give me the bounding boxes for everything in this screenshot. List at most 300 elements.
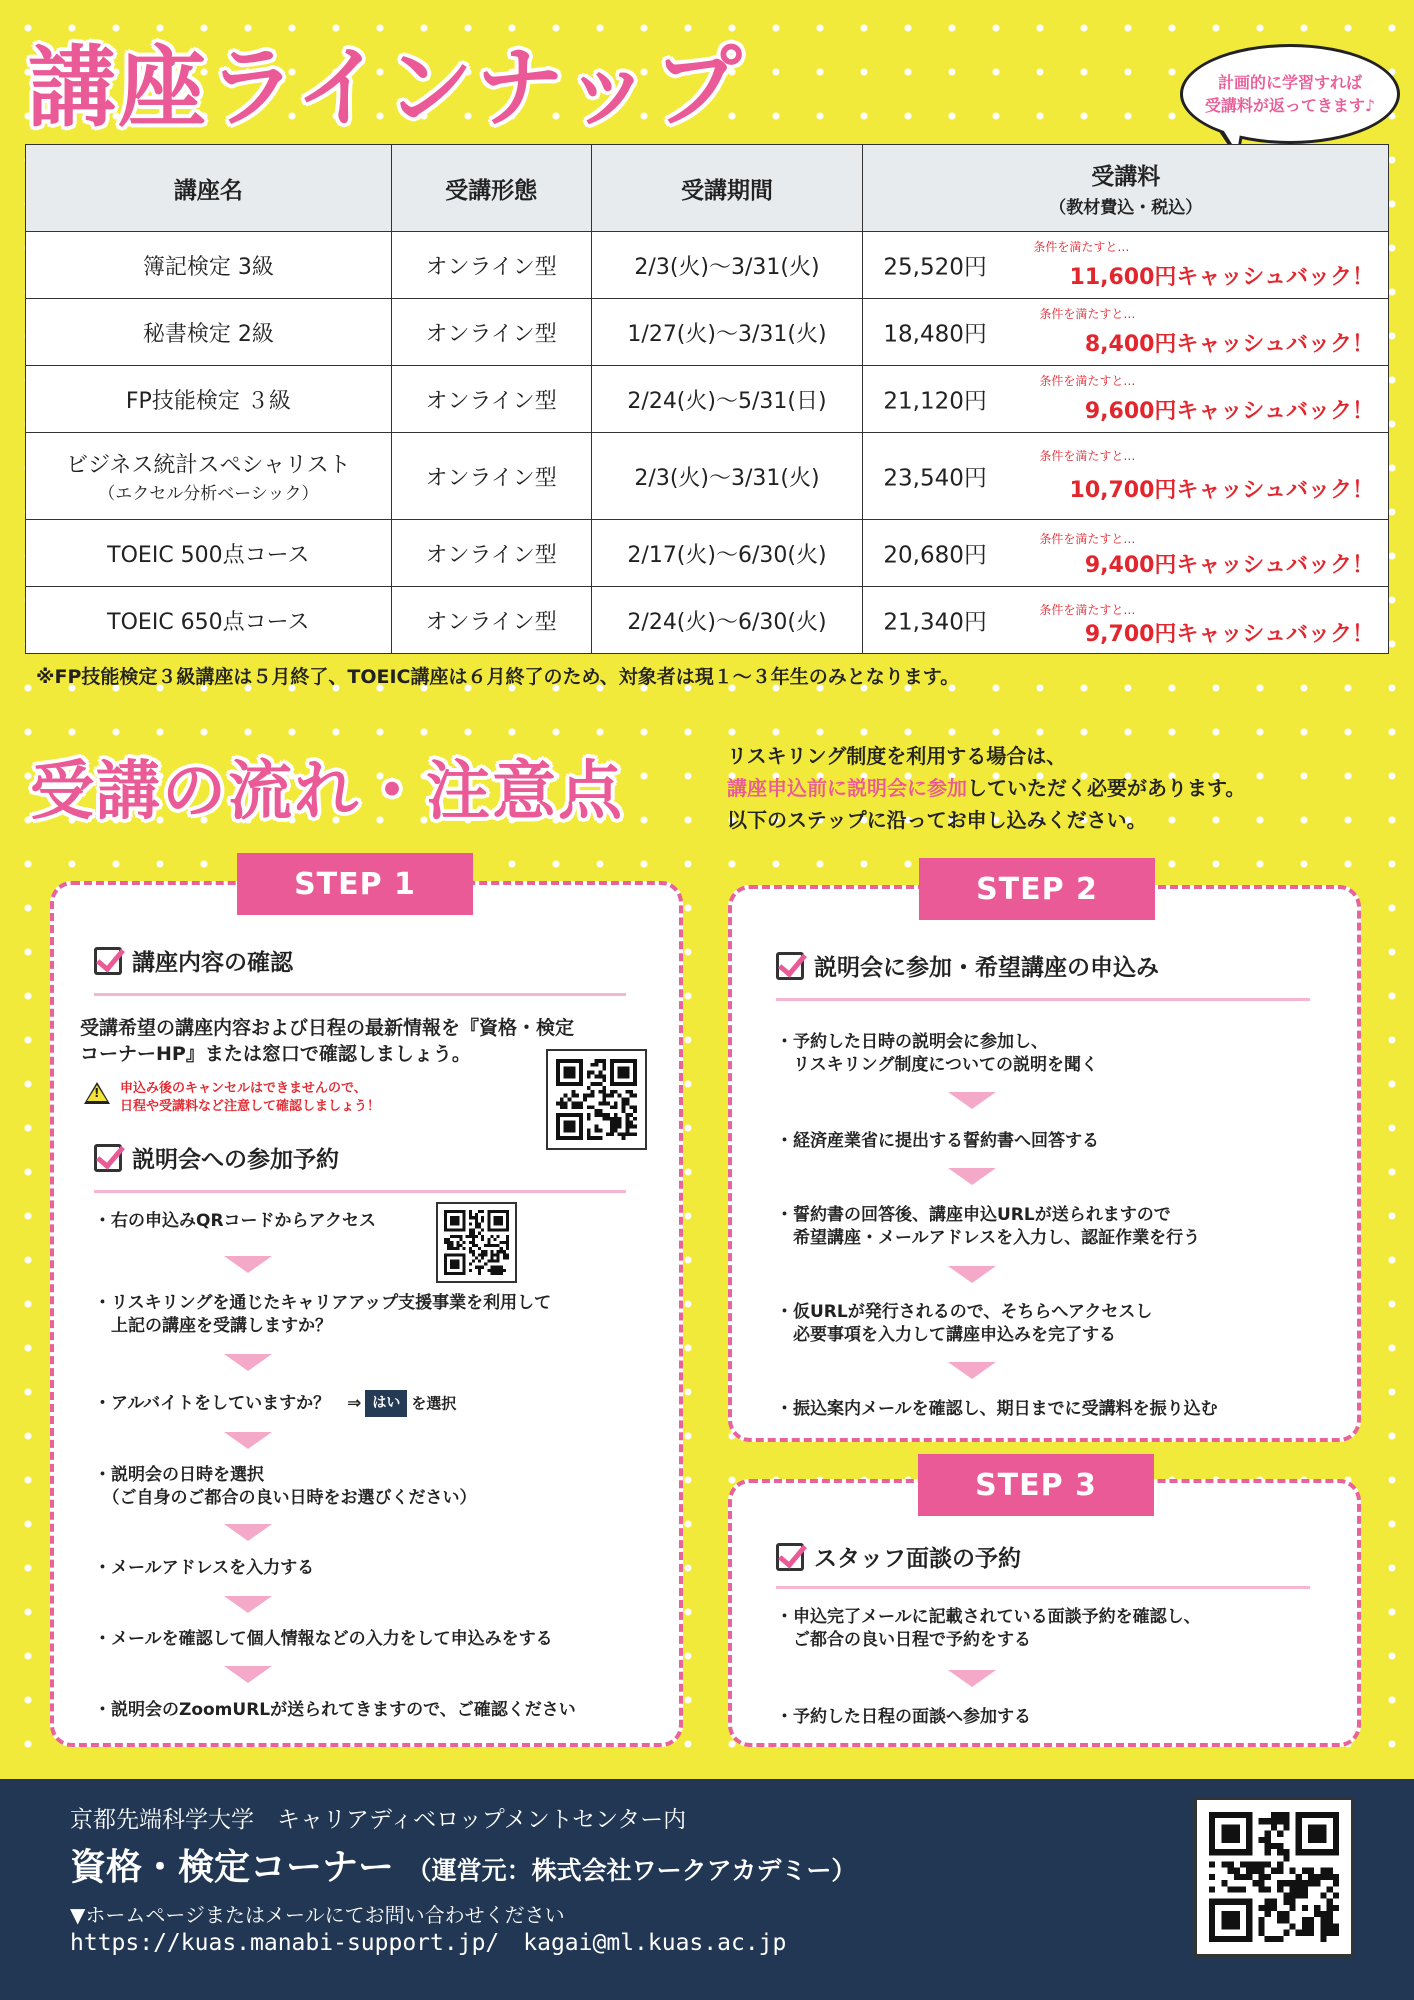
qr-module [506, 1235, 509, 1238]
qr-module [587, 1105, 591, 1109]
step1-sec2-title: 説明会への参加予約 [132, 1147, 339, 1173]
qr-module [1271, 1936, 1277, 1942]
body-line-1: 受講希望の講座内容および日程の最新情報を『資格・検定 [80, 1017, 575, 1039]
qr-module [497, 1235, 500, 1238]
qr-module [1283, 1899, 1289, 1905]
qr-module [610, 1121, 614, 1125]
qr-module [1277, 1818, 1283, 1824]
qr-module [497, 1244, 500, 1247]
footer-url[interactable]: https://kuas.manabi-support.jp/ [70, 1930, 500, 1956]
qr-module [622, 1101, 626, 1105]
qr-module [472, 1244, 475, 1247]
qr-module [568, 1098, 572, 1102]
item-line: 必要事項を入力して講座申込みを完了する [776, 1325, 1116, 1345]
course-name: TOEIC 650点コース [26, 587, 392, 654]
intro-line-1: リスキリング制度を利用する場合は、 [727, 744, 1067, 768]
qr-module [598, 1109, 602, 1113]
qr-module [453, 1235, 456, 1238]
down-arrow [224, 1432, 272, 1449]
qr-module [453, 1247, 456, 1250]
qr-module [1265, 1849, 1271, 1855]
cashback-amount: 9,400円キャッシュバック！ [1084, 553, 1374, 578]
qr-module [1265, 1886, 1271, 1892]
qr-code-apply[interactable] [436, 1202, 517, 1283]
qr-module [614, 1125, 618, 1129]
header-fee [863, 145, 1389, 232]
qr-module [487, 1241, 490, 1244]
qr-module [484, 1250, 487, 1253]
step1-sec1-heading [94, 944, 293, 977]
table-header-row [26, 145, 1389, 232]
qr-module [503, 1256, 506, 1259]
qr-module [469, 1213, 472, 1216]
table-row [26, 299, 1389, 366]
qr-module [622, 1105, 626, 1109]
qr-module [614, 1117, 618, 1121]
item-line: ・仮URLが発行されるので、そちらへアクセスし [776, 1302, 1153, 1322]
down-arrow [948, 1362, 996, 1379]
qr-module [614, 1101, 618, 1105]
qr-module [1252, 1868, 1258, 1874]
qr-module [456, 1244, 459, 1247]
qr-module [618, 1125, 622, 1129]
qr-module [1277, 1843, 1283, 1849]
qr-module [614, 1128, 618, 1132]
qr-module [598, 1090, 602, 1094]
qr-module [494, 1244, 497, 1247]
qr-module [625, 1121, 629, 1125]
qr-module [560, 1098, 564, 1102]
qr-module [1308, 1930, 1314, 1936]
qr-module [475, 1213, 478, 1216]
qr-module [456, 1235, 459, 1238]
qr-module [1296, 1930, 1302, 1936]
qr-module [1221, 1862, 1227, 1868]
qr-module [625, 1098, 629, 1102]
qr-module [506, 1247, 509, 1250]
qr-module [1265, 1862, 1271, 1868]
item-line: ・説明会の日時を選択 [94, 1465, 264, 1485]
qr-module [1283, 1824, 1289, 1830]
qr-module [1320, 1917, 1326, 1923]
qr-module [1271, 1843, 1277, 1849]
qr-module [469, 1250, 472, 1253]
qr-module [1240, 1886, 1246, 1892]
qr-module [556, 1101, 560, 1105]
qr-module [1221, 1880, 1227, 1886]
cashback-condition: 条件を満たすと… [1039, 603, 1136, 617]
qr-module [1240, 1874, 1246, 1880]
step2-item [776, 1130, 1099, 1153]
qr-module [497, 1272, 500, 1275]
warning-line-2: 日程や受講料など注意して確認しましょう！ [120, 1099, 381, 1114]
qr-code-site[interactable] [546, 1049, 647, 1150]
item-line: （ご自身のご都合の良い日時をお選びください） [94, 1488, 477, 1508]
qr-module [1265, 1936, 1271, 1942]
course-fee [863, 299, 1389, 366]
qr-module [1228, 1868, 1234, 1874]
down-arrow [224, 1666, 272, 1683]
qr-module [447, 1241, 450, 1244]
qr-module [606, 1132, 610, 1136]
down-arrow [948, 1670, 996, 1687]
qr-module [463, 1241, 466, 1244]
qr-module [587, 1128, 591, 1132]
qr-module [1283, 1880, 1289, 1886]
qr-module [497, 1266, 500, 1269]
qr-module [487, 1260, 490, 1263]
yes-chip: はい [365, 1390, 407, 1417]
qr-module [469, 1216, 472, 1219]
qr-module [469, 1247, 472, 1250]
qr-module [1289, 1905, 1295, 1911]
qr-module [625, 1090, 629, 1094]
cashback-condition: 条件を満たすと… [1039, 307, 1136, 321]
qr-module [459, 1238, 462, 1241]
check-icon [776, 952, 804, 980]
qr-module [1314, 1905, 1320, 1911]
qr-module [575, 1101, 579, 1105]
qr-module [622, 1136, 626, 1140]
qr-module [1327, 1905, 1333, 1911]
course-period: 2/24(火)〜6/30(火) [591, 587, 863, 654]
qr-module [472, 1253, 475, 1256]
qr-finder [450, 1260, 459, 1269]
header-fee-label: 受講料 [1091, 164, 1161, 190]
divider [94, 993, 626, 996]
qr-module [571, 1094, 575, 1098]
qr-module [1308, 1917, 1314, 1923]
qr-module [472, 1241, 475, 1244]
qr-module [1283, 1892, 1289, 1898]
qr-module [1265, 1911, 1271, 1917]
qr-module [1320, 1923, 1326, 1929]
item-line: ・振込案内メールを確認し、期日までに受講料を振り込む [776, 1399, 1218, 1419]
step2-item [776, 1204, 1200, 1250]
item-line: 上記の講座を受講しますか？ [94, 1316, 332, 1336]
qr-module [602, 1086, 606, 1090]
header-period: 受講期間 [591, 145, 863, 232]
qr-module [606, 1113, 610, 1117]
intro-line-3: 以下のステップに沿ってお申し込みください。 [727, 808, 1147, 832]
qr-module [633, 1109, 637, 1113]
qr-module [1259, 1837, 1265, 1843]
qr-module [564, 1101, 568, 1105]
qr-module [481, 1235, 484, 1238]
course-name: 秘書検定 2級 [26, 299, 392, 366]
qr-module [625, 1101, 629, 1105]
down-arrow [948, 1092, 996, 1109]
qr-module [481, 1210, 484, 1213]
course-name: TOEIC 500点コース [26, 520, 392, 587]
qr-module [503, 1241, 506, 1244]
qr-module [1296, 1886, 1302, 1892]
qr-module [500, 1266, 503, 1269]
course-format: オンライン型 [391, 587, 591, 654]
qr-module [456, 1241, 459, 1244]
qr-module [610, 1117, 614, 1121]
qr-module [1333, 1880, 1339, 1886]
footer-email[interactable]: kagai@ml.kuas.ac.jp [523, 1930, 787, 1956]
step1-item [94, 1390, 456, 1417]
course-name-main: ビジネス統計スペシャリスト [66, 453, 351, 478]
qr-finder [1308, 1824, 1327, 1843]
cashback-amount: 10,700円キャッシュバック！ [1069, 478, 1374, 503]
eligibility-note: ※FP技能検定３級講座は５月終了、TOEIC講座は６月終了のため、対象者は現１〜３年生のみとなります。 [36, 666, 960, 688]
qr-module [591, 1090, 595, 1094]
qr-module [598, 1071, 602, 1075]
speech-bubble [1180, 44, 1400, 144]
qr-module [633, 1105, 637, 1109]
qr-module [1234, 1868, 1240, 1874]
item-line: ・右の申込みQRコードからアクセス [94, 1211, 377, 1231]
qr-module [494, 1266, 497, 1269]
step2-item [776, 1031, 1098, 1077]
qr-module [564, 1105, 568, 1109]
qr-module [1259, 1923, 1265, 1929]
qr-module [1265, 1899, 1271, 1905]
course-table [25, 144, 1389, 654]
qr-module [475, 1219, 478, 1222]
qr-module [1314, 1911, 1320, 1917]
qr-module [497, 1253, 500, 1256]
qr-module [1308, 1868, 1314, 1874]
course-period: 1/27(火)〜3/31(火) [591, 299, 863, 366]
qr-module [478, 1269, 481, 1272]
qr-module [1283, 1930, 1289, 1936]
qr-finder [494, 1216, 503, 1225]
qr-module [1277, 1831, 1283, 1837]
qr-module [469, 1232, 472, 1235]
qr-module [1320, 1892, 1326, 1898]
qr-module [1333, 1874, 1339, 1880]
qr-module [564, 1094, 568, 1098]
qr-module [598, 1059, 602, 1063]
step1-item [94, 1557, 314, 1580]
yes-after: を選択 [411, 1394, 457, 1413]
qr-module [487, 1238, 490, 1241]
qr-module [1289, 1923, 1295, 1929]
item-line: ・メールアドレスを入力する [94, 1558, 315, 1578]
qr-module [1259, 1930, 1265, 1936]
table-row [26, 587, 1389, 654]
step1-item [94, 1628, 553, 1651]
qr-pattern [556, 1059, 637, 1140]
qr-module [629, 1125, 633, 1129]
qr-module [481, 1216, 484, 1219]
intro-line-2-rest: していただく必要があります。 [967, 776, 1246, 800]
qr-module [503, 1269, 506, 1272]
qr-pattern [444, 1210, 509, 1275]
qr-module [497, 1250, 500, 1253]
qr-module [595, 1109, 599, 1113]
course-fee [863, 520, 1389, 587]
qr-module [1234, 1886, 1240, 1892]
qr-module [1277, 1886, 1283, 1892]
qr-finder [1221, 1824, 1240, 1843]
warning-icon [84, 1082, 110, 1104]
warning-line-1: 申込み後のキャンセルはできませんので、 [120, 1081, 367, 1096]
qr-module [1283, 1849, 1289, 1855]
check-icon [94, 1144, 122, 1172]
qr-module [571, 1105, 575, 1109]
qr-module [587, 1136, 591, 1140]
qr-module [1327, 1886, 1333, 1892]
qr-module [506, 1244, 509, 1247]
qr-module [447, 1238, 450, 1241]
qr-module [595, 1074, 599, 1078]
qr-module [606, 1117, 610, 1121]
fee-price: 18,480円 [883, 321, 987, 348]
intro-highlight: 講座申込前に説明会に参加 [727, 776, 967, 800]
qr-module [481, 1253, 484, 1256]
qr-module [500, 1250, 503, 1253]
qr-module [610, 1105, 614, 1109]
qr-module [459, 1244, 462, 1247]
qr-module [469, 1222, 472, 1225]
qr-module [494, 1269, 497, 1272]
qr-module [481, 1266, 484, 1269]
qr-module [625, 1113, 629, 1117]
qr-module [618, 1132, 622, 1136]
qr-module [618, 1117, 622, 1121]
qr-module [1277, 1880, 1283, 1886]
qr-module [481, 1238, 484, 1241]
qr-module [614, 1105, 618, 1109]
item-line: ご都合の良い日程で予約をする [776, 1630, 1031, 1650]
qr-module [447, 1247, 450, 1250]
fee-price: 25,520円 [883, 254, 987, 281]
qr-module [475, 1266, 478, 1269]
qr-module [602, 1117, 606, 1121]
qr-module [1277, 1862, 1283, 1868]
qr-module [472, 1216, 475, 1219]
qr-pattern [1209, 1812, 1339, 1942]
qr-module [481, 1219, 484, 1222]
cashback-amount: 8,400円キャッシュバック！ [1084, 332, 1374, 357]
qr-module [472, 1232, 475, 1235]
qr-module [602, 1074, 606, 1078]
qr-code-footer[interactable] [1194, 1797, 1354, 1957]
item-line: ・予約した日時の説明会に参加し、 [776, 1032, 1048, 1052]
qr-module [490, 1272, 493, 1275]
qr-module [1252, 1880, 1258, 1886]
qr-module [1277, 1849, 1283, 1855]
qr-module [602, 1113, 606, 1117]
qr-module [484, 1263, 487, 1266]
course-period: 2/17(火)〜6/30(火) [591, 520, 863, 587]
qr-module [450, 1241, 453, 1244]
intro-line-2 [727, 772, 1245, 804]
qr-module [1209, 1874, 1215, 1880]
item-line: ・メールを確認して個人情報などの入力をして申込みをする [94, 1629, 553, 1649]
check-icon [776, 1543, 804, 1571]
qr-module [1259, 1868, 1265, 1874]
divider [94, 1190, 626, 1193]
qr-module [497, 1269, 500, 1272]
qr-module [614, 1121, 618, 1125]
qr-module [1234, 1874, 1240, 1880]
qr-module [1259, 1818, 1265, 1824]
qr-module [484, 1253, 487, 1256]
qr-module [469, 1210, 472, 1213]
warning [84, 1080, 380, 1116]
qr-module [1308, 1923, 1314, 1929]
footer-corner-name [70, 1839, 856, 1890]
qr-module [478, 1272, 481, 1275]
qr-module [602, 1063, 606, 1067]
qr-module [447, 1244, 450, 1247]
qr-module [475, 1216, 478, 1219]
header-course-name: 講座名 [26, 145, 392, 232]
qr-module [1246, 1868, 1252, 1874]
qr-module [614, 1090, 618, 1094]
qr-module [560, 1105, 564, 1109]
qr-module [478, 1222, 481, 1225]
qr-module [1320, 1874, 1326, 1880]
qr-module [1259, 1886, 1265, 1892]
qr-module [610, 1128, 614, 1132]
qr-module [602, 1078, 606, 1082]
qr-module [1259, 1880, 1265, 1886]
cashback-condition: 条件を満たすと… [1039, 449, 1136, 463]
qr-module [591, 1082, 595, 1086]
course-period: 2/3(火)〜3/31(火) [591, 232, 863, 299]
cashback-condition: 条件を満たすと… [1039, 374, 1136, 388]
qr-module [595, 1059, 599, 1063]
qr-module [490, 1256, 493, 1259]
qr-module [475, 1244, 478, 1247]
qr-module [500, 1269, 503, 1272]
qr-finder [450, 1216, 459, 1225]
qr-module [575, 1105, 579, 1109]
down-arrow [948, 1266, 996, 1283]
qr-module [1320, 1868, 1326, 1874]
qr-module [1271, 1905, 1277, 1911]
qr-module [472, 1235, 475, 1238]
qr-module [1259, 1874, 1265, 1880]
qr-module [475, 1225, 478, 1228]
qr-module [478, 1225, 481, 1228]
qr-module [1302, 1880, 1308, 1886]
qr-module [602, 1090, 606, 1094]
qr-module [1271, 1812, 1277, 1818]
qr-module [1283, 1855, 1289, 1861]
item-line: ・申込完了メールに記載されている面談予約を確認し、 [776, 1607, 1201, 1627]
qr-module [450, 1247, 453, 1250]
bubble-line-2: 受講料が返ってきます♪ [1204, 96, 1376, 115]
qr-module [633, 1132, 637, 1136]
qr-module [472, 1229, 475, 1232]
step3-tab: STEP 3 [918, 1454, 1154, 1516]
qr-module [1209, 1886, 1215, 1892]
course-format: オンライン型 [391, 232, 591, 299]
down-arrow [224, 1354, 272, 1371]
qr-module [587, 1113, 591, 1117]
table-row [26, 520, 1389, 587]
divider [776, 998, 1310, 1001]
qr-module [598, 1113, 602, 1117]
down-arrow [224, 1256, 272, 1273]
qr-module [1289, 1886, 1295, 1892]
warning-text [120, 1080, 380, 1116]
qr-module [598, 1128, 602, 1132]
qr-module [1277, 1812, 1283, 1818]
qr-module [1327, 1868, 1333, 1874]
step1-item [94, 1464, 477, 1510]
qr-module [591, 1105, 595, 1109]
qr-module [1333, 1892, 1339, 1898]
